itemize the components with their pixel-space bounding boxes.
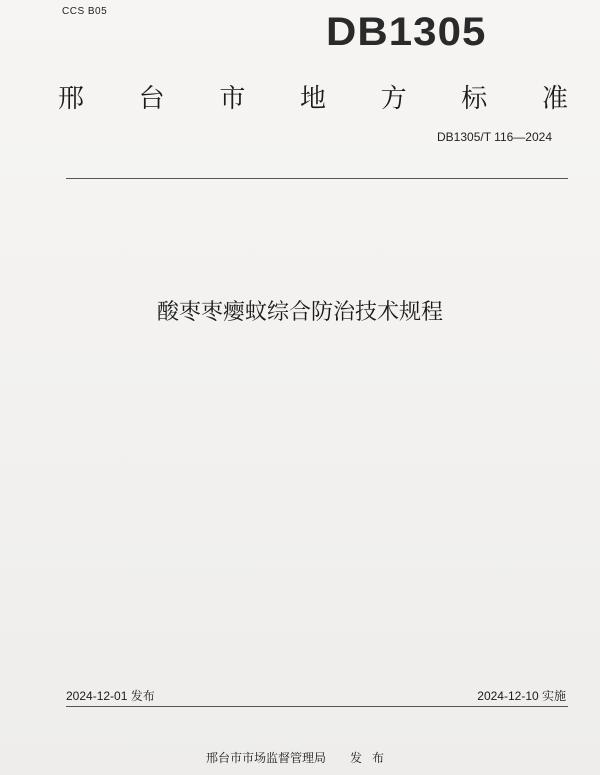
standard-type-char: 准: [541, 84, 568, 114]
standard-number: DB1305/T 116—2024: [437, 130, 552, 144]
issuer-line: [0, 749, 600, 766]
standard-type-title: [58, 78, 568, 115]
publish-date: 2024-12-01 发布: [66, 689, 155, 703]
implement-date: 2024-12-10 实施: [477, 689, 566, 703]
issuer-name: 邢台市市场监督管理局: [205, 751, 326, 765]
standard-type-char: 市: [219, 84, 246, 114]
standard-type-char: 邢: [58, 84, 85, 114]
bottom-divider: [66, 706, 568, 707]
issue-word: 发布: [350, 751, 395, 765]
top-divider: [66, 178, 568, 179]
standard-type-char: 地: [299, 84, 326, 114]
ccs-code: CCS B05: [62, 6, 108, 17]
db-logo: DB1305: [326, 10, 487, 54]
standard-type-char: 标: [461, 84, 488, 114]
standard-type-char: 台: [138, 84, 165, 114]
document-title: 酸枣枣瘿蚊综合防治技术规程: [156, 300, 443, 325]
standard-type-char: 方: [380, 84, 407, 114]
